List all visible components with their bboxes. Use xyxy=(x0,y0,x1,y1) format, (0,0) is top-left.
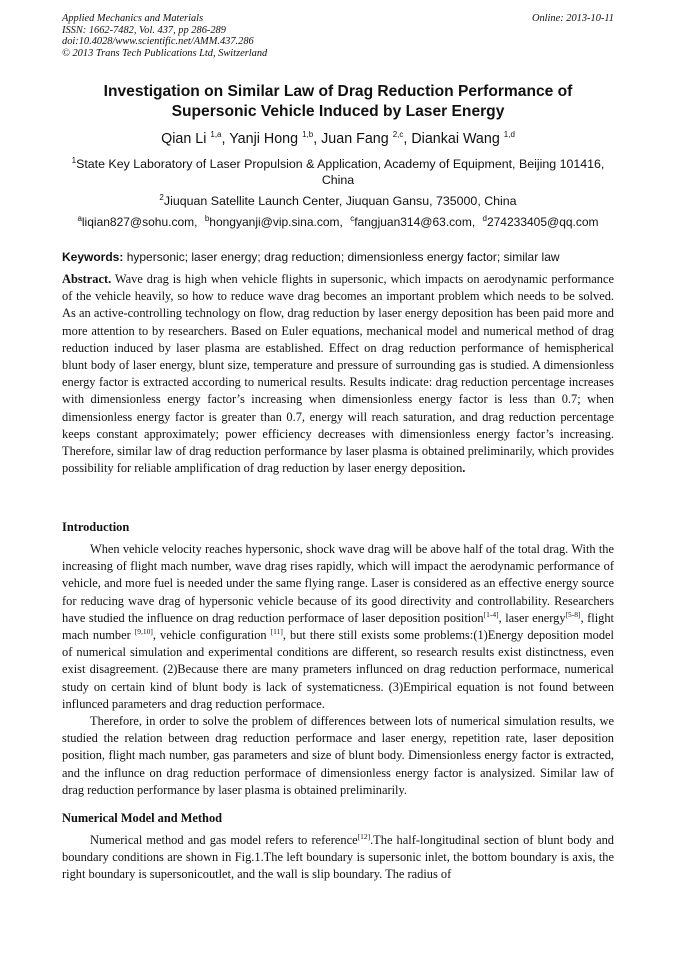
author xyxy=(411,131,515,147)
journal-header xyxy=(62,13,462,59)
journal-issn: ISSN: 1662-7482, Vol. 437, pp 286-289 xyxy=(62,24,226,36)
email-address[interactable]: liqian827@sohu.com, xyxy=(81,215,198,229)
journal-copyright: © 2013 Trans Tech Publications Ltd, Switzerland xyxy=(62,47,268,59)
abstract-label: Abstract. xyxy=(62,272,112,286)
email-list xyxy=(62,214,614,230)
author-affil-mark: 1,d xyxy=(503,130,515,140)
citation: [11] xyxy=(270,626,283,636)
author-name: Yanji Hong xyxy=(229,131,299,147)
abstract-text: Wave drag is high when vehicle flights in supersonic, which impacts on aerodynamic performance of the vehicle heavily, so how to reduce wave drag becomes an important problem which needs to be solved. As an active-controlling technology on flow, drag reduction by laser energy deposition has been paid more and more attention to by researchers. Based on Euler equations, mechanical model and numerical method of drag reduction induced by laser plasma are established. Effect on drag reduction performance of hemispherical blunt body of laser energy, blunt size, temperature and pressure of surrounding gas is studied. A dimensionless energy factor is extracted according to numerical results. Results indicate: drag reduction percentage increases with dimensionless energy factor’s increasing when dimensionless energy factor is less than 0.7; when dimensionless energy factor is greater than 0.7, energy will reach saturation, and drag reduction percentage keeps constant approximately; power efficiency decreases with dimensionless energy factor’s increasing. Therefore, similar law of drag reduction performance by laser plasma is obtained preliminarily, which provides possibility for reliable amplification of drag reduction by laser energy deposition xyxy=(62,272,614,476)
section-heading-introduction: Introduction xyxy=(62,520,130,534)
email-address[interactable]: 274233405@qq.com xyxy=(486,215,599,229)
affiliation-mark: 2 xyxy=(159,192,164,202)
affiliation-2 xyxy=(62,193,614,209)
abstract-end: . xyxy=(462,461,466,476)
citation: [5-8] xyxy=(565,609,581,619)
affiliation-mark: 1 xyxy=(71,155,77,165)
text-run: , laser energy xyxy=(498,610,566,625)
email[interactable] xyxy=(205,215,343,229)
author-separator: , xyxy=(403,131,412,147)
keywords xyxy=(62,249,614,265)
title-line-1: Investigation on Similar Law of Drag Reduction Performance of xyxy=(103,83,573,100)
online-date: Online: 2013-10-11 xyxy=(531,13,614,24)
email[interactable] xyxy=(483,215,599,229)
email-address[interactable]: hongyanji@vip.sina.com, xyxy=(209,215,343,229)
text-run: Numerical method and gas model refers to reference xyxy=(90,833,358,847)
title-line-2: Supersonic Vehicle Induced by Laser Energy xyxy=(171,103,505,120)
text-run: .The half-longitudinal section of blunt body and boundary conditions are shown in Fig.1.The left boundary is supersonic inlet, the bottom boundary is axis, the right boundary is supersonicoutlet, and the wall is slip boundary. The radius of xyxy=(62,833,614,882)
journal-name: Applied Mechanics and Materials xyxy=(62,13,204,24)
paper-title xyxy=(62,82,614,122)
paragraph xyxy=(62,541,614,713)
paragraph: Therefore, in order to solve the problem of differences between lots of numerical simulation results, we studied the relation between drag reduction performace and laser energy, repetition rate, laser deposition position, flight mach number, gas parameters and size of blunt body. Dimensionless energy factor is extracted, and the influnce on drag reduction performace of dimensionless energy factor is analysized. Similar law of drag reduction performance by laser plasma is obtained preliminarily. xyxy=(62,714,614,797)
citation: [12] xyxy=(357,831,371,841)
author-name: Diankai Wang xyxy=(411,131,500,147)
text-run: When vehicle velocity reaches hypersonic, shock wave drag will be above half of the total drag. With the increasing of flight mach number, wave drag rises rapidly, which will impact the aerodynamic performance of vehicle, and more fuel is needed under the same flying range. Laser is considered as an effective energy source for reducing wave drag of hypersonic vehicle because of its good directivity and controllability. Researchers have studied the influence on drag reduction performace of laser deposition position xyxy=(62,542,614,625)
email-address[interactable]: fangjuan314@63.com, xyxy=(354,215,476,229)
author xyxy=(161,131,229,147)
affiliation-text: Jiuquan Satellite Launch Center, Jiuquan Gansu, 735000, China xyxy=(163,194,517,208)
section-heading-numerical: Numerical Model and Method xyxy=(62,811,223,825)
journal-doi: doi:10.4028/www.scientific.net/AMM.437.286 xyxy=(62,36,254,48)
citation: [9,10] xyxy=(134,626,153,636)
email-mark: a xyxy=(77,214,82,223)
paragraph xyxy=(62,832,614,884)
email-mark: c xyxy=(350,214,355,223)
author-affil-mark: 1,b xyxy=(302,130,314,140)
keywords-label: Keywords: xyxy=(62,250,124,264)
citation: [1-4] xyxy=(483,609,499,619)
keywords-text: hypersonic; laser energy; drag reduction; dimensionless energy factor; similar law xyxy=(123,250,560,264)
affiliation-1 xyxy=(62,156,614,188)
email-mark: b xyxy=(204,214,210,223)
author-name: Qian Li xyxy=(161,131,207,147)
author-separator: , xyxy=(313,131,322,147)
email[interactable] xyxy=(350,215,475,229)
introduction-body xyxy=(62,541,614,799)
author xyxy=(321,131,411,147)
text-run: , but there still exists some problems:(1)Energy deposition model of numerical simulation and experimental conditions are different, so research results exist distinctness, even exist disagreement. (2)Because there are many prameters influnced on drag reduction performace, numerical study on certain kind of blunt body is lack of systematicness. (3)Empirical equation is not found between influnced parameters and drag reduction performace. xyxy=(62,628,614,711)
email[interactable] xyxy=(77,215,197,229)
text-run: , flight mach number xyxy=(62,610,614,643)
author-list xyxy=(62,130,614,148)
email-mark: d xyxy=(482,214,487,223)
affiliation-text: State Key Laboratory of Laser Propulsion & Application, Academy of Equipment, Beijing 101416, China xyxy=(76,157,605,187)
numerical-body xyxy=(62,832,614,884)
author-affil-mark: 1,a xyxy=(210,130,222,140)
author-name: Juan Fang xyxy=(321,131,389,147)
author-separator: , xyxy=(221,131,230,147)
author-affil-mark: 2,c xyxy=(392,130,404,140)
author xyxy=(229,131,321,147)
text-run: , vehicle configuration xyxy=(152,628,271,643)
abstract xyxy=(62,271,614,477)
